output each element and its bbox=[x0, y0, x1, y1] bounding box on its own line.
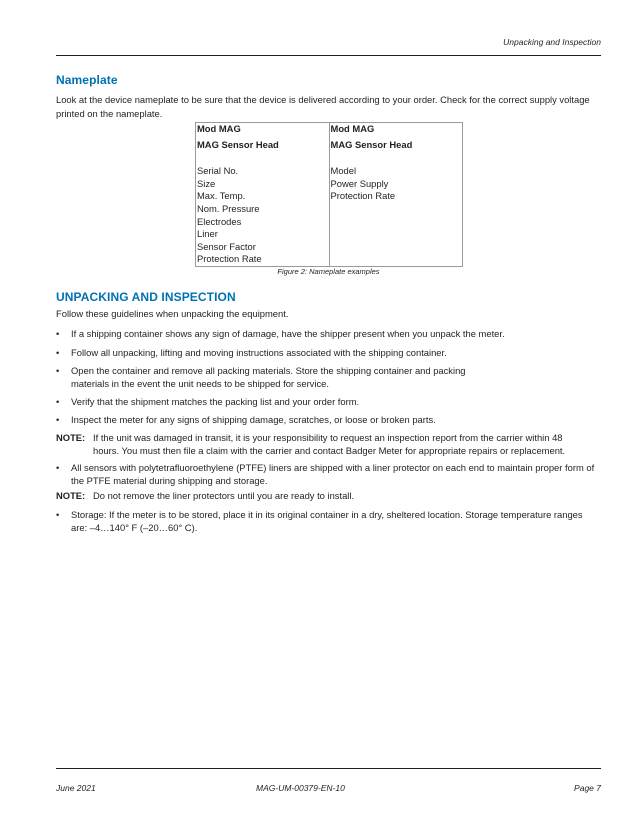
footer-rule bbox=[56, 768, 601, 769]
nameplate-left-field: Serial No. bbox=[197, 165, 239, 177]
bullet-marker: • bbox=[56, 396, 60, 407]
note-damage bbox=[56, 431, 596, 457]
nameplate-heading: Nameplate bbox=[56, 73, 118, 87]
header-section-title: Unpacking and Inspection bbox=[503, 37, 601, 47]
footer-doc-number: MAG-UM-00379-EN-10 bbox=[256, 783, 345, 793]
bullet-marker: • bbox=[56, 509, 60, 520]
nameplate-left-field: Liner bbox=[197, 228, 218, 240]
footer-date: June 2021 bbox=[56, 783, 96, 793]
list-item bbox=[56, 461, 596, 487]
bullet-marker: • bbox=[56, 414, 60, 425]
nameplate-right-title: Mod MAG bbox=[330, 123, 375, 134]
nameplate-left-field: Protection Rate bbox=[197, 253, 262, 265]
nameplate-table bbox=[195, 122, 463, 267]
note-label: NOTE: bbox=[56, 432, 86, 443]
list-item bbox=[56, 395, 596, 408]
nameplate-left-subtitle: MAG Sensor Head bbox=[197, 138, 279, 150]
list-item-text: Verify that the shipment matches the packing list and your order form. bbox=[71, 396, 360, 407]
note-text-line2: hours. You must then file a claim with the carrier and contact Badger Meter for appropriate repairs or replacement. bbox=[93, 445, 566, 456]
note-liner bbox=[56, 489, 596, 502]
nameplate-right-field: Power Supply bbox=[330, 177, 389, 189]
note-text-line1: If the unit was damaged in transit, it is your responsibility to request an inspection report from the carrier within 48 bbox=[93, 432, 563, 443]
header-rule bbox=[56, 55, 601, 56]
figure-caption: Figure 2: Nameplate examples bbox=[277, 267, 380, 276]
bullet-marker: • bbox=[56, 328, 60, 339]
bullet-marker: • bbox=[56, 347, 60, 358]
unpacking-heading: UNPACKING AND INSPECTION bbox=[56, 290, 236, 304]
nameplate-right bbox=[329, 123, 462, 267]
note-text: Do not remove the liner protectors until you are ready to install. bbox=[93, 490, 355, 501]
list-item-text: Follow all unpacking, lifting and moving instructions associated with the shipping container. bbox=[71, 347, 447, 358]
nameplate-right-field: Model bbox=[330, 165, 357, 177]
nameplate-left-field: Max. Temp. bbox=[197, 190, 246, 202]
list-item-text: All sensors with polytetrafluoroethylene (PTFE) liners are shipped with a liner protector on each end to maintain proper form of the PTFE material during shipping and storage. bbox=[71, 462, 595, 486]
list-item bbox=[56, 508, 596, 534]
unpacking-intro: Follow these guidelines when unpacking the equipment. bbox=[56, 308, 289, 319]
nameplate-left-title: Mod MAG bbox=[197, 123, 241, 134]
list-item-text: Storage: If the meter is to be stored, place it in its original container in a dry, sheltered location. Storage temperature ranges are: –4…140° F (–20…60° C). bbox=[71, 509, 583, 533]
list-item bbox=[56, 413, 596, 426]
nameplate-left-field: Size bbox=[197, 177, 216, 189]
footer-page-number: Page 7 bbox=[574, 783, 601, 793]
list-item bbox=[56, 346, 596, 359]
nameplate-left-field: Nom. Pressure bbox=[197, 202, 260, 214]
nameplate-left bbox=[196, 123, 330, 267]
nameplate-right-subtitle: MAG Sensor Head bbox=[330, 138, 413, 150]
note-label: NOTE: bbox=[56, 490, 86, 501]
nameplate-left-field: Sensor Factor bbox=[197, 240, 256, 252]
nameplate-left-field: Electrodes bbox=[197, 215, 242, 227]
list-item bbox=[56, 327, 596, 340]
nameplate-intro: Look at the device nameplate to be sure that the device is delivered according to your order. Check for the correct supply voltage printed on the nameplate. bbox=[56, 94, 590, 119]
list-item bbox=[56, 364, 496, 390]
list-item-text: If a shipping container shows any sign of damage, have the shipper present when you unpack the meter. bbox=[71, 328, 505, 339]
nameplate-right-field: Protection Rate bbox=[330, 190, 396, 202]
bullet-marker: • bbox=[56, 365, 60, 376]
list-item-text: Open the container and remove all packing materials. Store the shipping container and packing materials in the event the unit needs to be shipped for service. bbox=[71, 365, 466, 389]
list-item-text: Inspect the meter for any signs of shipping damage, scratches, or loose or broken parts. bbox=[71, 414, 436, 425]
bullet-marker: • bbox=[56, 462, 60, 473]
